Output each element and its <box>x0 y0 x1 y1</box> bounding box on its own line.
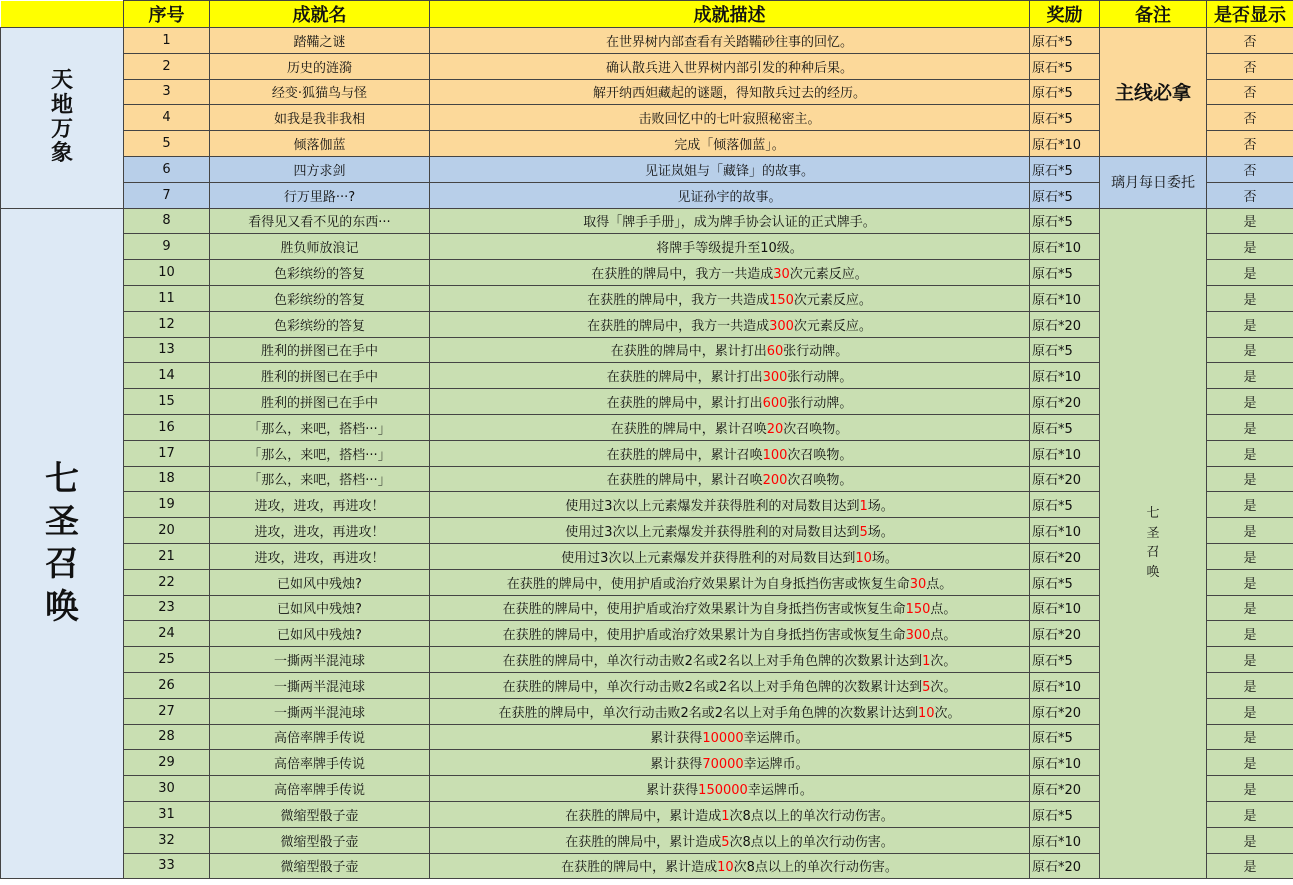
reward-cell: 原石*10 <box>1030 363 1100 389</box>
description-cell <box>430 260 1030 286</box>
name-cell: 踏鞴之谜 <box>210 28 430 54</box>
name-cell: 「那么，来吧，搭档···」 <box>210 466 430 492</box>
display-cell: 是 <box>1207 440 1293 466</box>
highlight-number: 100 <box>762 447 788 463</box>
index-cell: 11 <box>124 285 210 311</box>
description-text: 张行动牌。 <box>787 370 853 386</box>
name-cell: 微缩型骰子壶 <box>210 827 430 853</box>
display-cell: 是 <box>1207 518 1293 544</box>
index-cell: 32 <box>124 827 210 853</box>
display-cell: 是 <box>1207 776 1293 802</box>
display-cell: 否 <box>1207 156 1293 182</box>
description-cell <box>430 672 1030 698</box>
description-text: 累计获得 <box>650 731 703 747</box>
reward-cell: 原石*20 <box>1030 543 1100 569</box>
display-cell: 是 <box>1207 672 1293 698</box>
reward-cell: 原石*5 <box>1030 79 1100 105</box>
description-text: 在获胜的牌局中，累计打出 <box>606 370 763 386</box>
description-cell <box>430 647 1030 673</box>
highlight-number: 1 <box>922 654 931 670</box>
index-cell: 23 <box>124 595 210 621</box>
highlight-number: 5 <box>922 679 931 695</box>
display-cell: 是 <box>1207 311 1293 337</box>
table-row <box>1 311 1293 337</box>
description-text: 次。 <box>934 705 961 721</box>
name-cell: 胜利的拼图已在手中 <box>210 389 430 415</box>
highlight-number: 600 <box>762 396 788 412</box>
note-cell: 七 圣 召 唤 <box>1100 208 1207 879</box>
table-row <box>1 543 1293 569</box>
display-cell: 是 <box>1207 466 1293 492</box>
reward-cell: 原石*5 <box>1030 156 1100 182</box>
index-cell: 1 <box>124 28 210 54</box>
index-cell: 15 <box>124 389 210 415</box>
highlight-number: 300 <box>905 628 931 644</box>
name-cell: 一撕两半混沌球 <box>210 672 430 698</box>
table-row <box>1 492 1293 518</box>
description-cell <box>430 156 1030 182</box>
description-text: 次。 <box>930 654 957 670</box>
display-cell: 是 <box>1207 363 1293 389</box>
reward-cell: 原石*5 <box>1030 260 1100 286</box>
description-text: 次8点以上的单次行动伤害。 <box>733 860 898 876</box>
name-cell: 已如风中残烛? <box>210 621 430 647</box>
index-cell: 9 <box>124 234 210 260</box>
description-cell <box>430 389 1030 415</box>
reward-cell: 原石*10 <box>1030 234 1100 260</box>
highlight-number: 150 <box>905 602 931 618</box>
group-label: 七 圣 召 唤 <box>1 208 124 879</box>
name-cell: 「那么，来吧，搭档···」 <box>210 414 430 440</box>
name-cell: 胜负师放浪记 <box>210 234 430 260</box>
highlight-number: 1 <box>721 808 730 824</box>
index-cell: 20 <box>124 518 210 544</box>
display-cell: 是 <box>1207 801 1293 827</box>
name-cell: 已如风中残烛? <box>210 595 430 621</box>
description-cell <box>430 440 1030 466</box>
group-label: 天 地 万 象 <box>1 28 124 209</box>
display-cell: 是 <box>1207 647 1293 673</box>
display-cell: 是 <box>1207 698 1293 724</box>
description-cell <box>430 285 1030 311</box>
display-cell: 是 <box>1207 750 1293 776</box>
description-text: 累计获得 <box>646 783 699 798</box>
description-text: 张行动牌。 <box>783 344 849 360</box>
table-row <box>1 827 1293 853</box>
description-text: 在获胜的牌局中，使用护盾或治疗效果累计为自身抵挡伤害或恢复生命 <box>502 602 906 618</box>
description-cell <box>430 182 1030 208</box>
description-text: 幸运牌币。 <box>743 731 809 747</box>
highlight-number: 70000 <box>702 757 744 773</box>
table-row <box>1 724 1293 750</box>
description-cell <box>430 492 1030 518</box>
reward-cell: 原石*5 <box>1030 105 1100 131</box>
table-row <box>1 647 1293 673</box>
index-cell: 29 <box>124 750 210 776</box>
reward-cell: 原石*5 <box>1030 492 1100 518</box>
index-cell: 33 <box>124 853 210 879</box>
description-cell <box>430 543 1030 569</box>
name-cell: 胜利的拼图已在手中 <box>210 363 430 389</box>
table-row <box>1 285 1293 311</box>
description-cell <box>430 337 1030 363</box>
description-cell <box>430 208 1030 234</box>
header-row <box>1 1 1293 28</box>
description-cell <box>430 234 1030 260</box>
name-cell: 胜利的拼图已在手中 <box>210 337 430 363</box>
highlight-number: 10 <box>717 860 734 876</box>
display-cell: 否 <box>1207 28 1293 54</box>
reward-cell: 原石*5 <box>1030 337 1100 363</box>
description-cell <box>430 466 1030 492</box>
name-cell: 色彩缤纷的答复 <box>210 311 430 337</box>
table-row <box>1 53 1293 79</box>
description-cell <box>430 518 1030 544</box>
highlight-number: 150000 <box>698 783 748 798</box>
table-row <box>1 337 1293 363</box>
description-cell <box>430 801 1030 827</box>
note-cell: 主线必拿 <box>1100 28 1207 157</box>
table-row <box>1 208 1293 234</box>
index-cell: 24 <box>124 621 210 647</box>
highlight-number: 300 <box>762 370 788 386</box>
description-text: 在获胜的牌局中，单次行动击败2名或2名以上对手角色牌的次数累计达到 <box>498 705 918 721</box>
table-row <box>1 260 1293 286</box>
reward-cell: 原石*5 <box>1030 182 1100 208</box>
highlight-number: 150 <box>769 292 794 308</box>
table-row <box>1 466 1293 492</box>
name-cell: 高倍率牌手传说 <box>210 776 430 802</box>
description-text: 场。 <box>867 499 894 515</box>
index-cell: 30 <box>124 776 210 802</box>
reward-cell: 原石*20 <box>1030 621 1100 647</box>
index-cell: 26 <box>124 672 210 698</box>
description-text: 见证岚姐与「藏锋」的故事。 <box>644 163 814 179</box>
name-cell: 倾落伽蓝 <box>210 131 430 157</box>
name-cell: 历史的涟漪 <box>210 53 430 79</box>
name-cell: 高倍率牌手传说 <box>210 724 430 750</box>
description-cell <box>430 724 1030 750</box>
index-cell: 10 <box>124 260 210 286</box>
description-text: 次召唤物。 <box>787 447 853 463</box>
description-text: 在获胜的牌局中，累计造成 <box>561 860 718 876</box>
display-cell: 是 <box>1207 260 1293 286</box>
index-cell: 13 <box>124 337 210 363</box>
description-cell <box>430 621 1030 647</box>
table-row <box>1 595 1293 621</box>
description-text: 幸运牌币。 <box>743 757 809 773</box>
description-text: 使用过3次以上元素爆发并获得胜利的对局数目达到 <box>565 499 860 515</box>
name-cell: 已如风中残烛? <box>210 569 430 595</box>
name-cell: 经变·狐猫鸟与怪 <box>210 79 430 105</box>
description-text: 次元素反应。 <box>793 292 872 308</box>
description-cell <box>430 105 1030 131</box>
table-row <box>1 156 1293 182</box>
reward-cell: 原石*20 <box>1030 698 1100 724</box>
highlight-number: 10 <box>855 550 872 566</box>
display-cell: 是 <box>1207 724 1293 750</box>
description-text: 解开纳西妲藏起的谜题，得知散兵过去的经历。 <box>592 86 866 102</box>
header-name: 成就名 <box>210 1 430 28</box>
header-description: 成就描述 <box>430 1 1030 28</box>
description-text: 在获胜的牌局中，使用护盾或治疗效果累计为自身抵挡伤害或恢复生命 <box>502 628 906 644</box>
name-cell: 色彩缤纷的答复 <box>210 285 430 311</box>
name-cell: 微缩型骰子壶 <box>210 801 430 827</box>
description-cell <box>430 363 1030 389</box>
name-cell: 色彩缤纷的答复 <box>210 260 430 286</box>
description-cell <box>430 853 1030 879</box>
table-row <box>1 105 1293 131</box>
index-cell: 5 <box>124 131 210 157</box>
index-cell: 4 <box>124 105 210 131</box>
index-cell: 17 <box>124 440 210 466</box>
description-text: 场。 <box>867 525 894 541</box>
reward-cell: 原石*5 <box>1030 53 1100 79</box>
highlight-number: 10 <box>917 705 935 721</box>
reward-cell: 原石*5 <box>1030 724 1100 750</box>
index-cell: 25 <box>124 647 210 673</box>
highlight-number: 5 <box>859 525 868 541</box>
index-cell: 8 <box>124 208 210 234</box>
index-cell: 22 <box>124 569 210 595</box>
description-cell <box>430 131 1030 157</box>
table-row <box>1 518 1293 544</box>
table-row <box>1 182 1293 208</box>
display-cell: 是 <box>1207 595 1293 621</box>
description-cell <box>430 827 1030 853</box>
highlight-number: 200 <box>762 473 788 489</box>
highlight-number: 5 <box>721 834 730 850</box>
name-cell: 进攻，进攻，再进攻！ <box>210 543 430 569</box>
highlight-number: 30 <box>909 576 927 592</box>
description-text: 幸运牌币。 <box>747 783 813 798</box>
display-cell: 是 <box>1207 827 1293 853</box>
reward-cell: 原石*20 <box>1030 311 1100 337</box>
display-cell: 否 <box>1207 79 1293 105</box>
reward-cell: 原石*10 <box>1030 518 1100 544</box>
description-text: 在获胜的牌局中，累计召唤 <box>606 447 763 463</box>
index-cell: 6 <box>124 156 210 182</box>
display-cell: 是 <box>1207 285 1293 311</box>
description-cell <box>430 569 1030 595</box>
description-text: 取得「牌手手册」，成为牌手协会认证的正式牌手。 <box>583 215 876 231</box>
description-cell <box>430 79 1030 105</box>
display-cell: 是 <box>1207 234 1293 260</box>
reward-cell: 原石*5 <box>1030 569 1100 595</box>
description-text: 在获胜的牌局中，使用护盾或治疗效果累计为自身抵挡伤害或恢复生命 <box>506 576 910 592</box>
description-text: 在获胜的牌局中，累计造成 <box>565 834 722 850</box>
reward-cell: 原石*20 <box>1030 466 1100 492</box>
table-row <box>1 801 1293 827</box>
description-text: 次8点以上的单次行动伤害。 <box>729 808 894 824</box>
description-cell <box>430 53 1030 79</box>
description-text: 在获胜的牌局中，累计召唤 <box>606 473 763 489</box>
description-text: 次。 <box>930 679 957 695</box>
description-text: 完成「倾落伽蓝」。 <box>674 138 785 154</box>
description-text: 次8点以上的单次行动伤害。 <box>729 834 894 850</box>
name-cell: 一撕两半混沌球 <box>210 698 430 724</box>
display-cell: 是 <box>1207 569 1293 595</box>
reward-cell: 原石*10 <box>1030 440 1100 466</box>
reward-cell: 原石*10 <box>1030 285 1100 311</box>
display-cell: 是 <box>1207 389 1293 415</box>
description-text: 使用过3次以上元素爆发并获得胜利的对局数目达到 <box>565 525 860 541</box>
description-text: 在世界树内部查看有关踏鞴砂往事的回忆。 <box>605 34 853 50</box>
table-row <box>1 853 1293 879</box>
highlight-number: 300 <box>769 318 794 334</box>
display-cell: 是 <box>1207 543 1293 569</box>
name-cell: 进攻，进攻，再进攻！ <box>210 518 430 544</box>
table-row <box>1 363 1293 389</box>
reward-cell: 原石*20 <box>1030 389 1100 415</box>
description-cell <box>430 698 1030 724</box>
table-row <box>1 621 1293 647</box>
display-cell: 是 <box>1207 853 1293 879</box>
table-row <box>1 672 1293 698</box>
display-cell: 否 <box>1207 53 1293 79</box>
corner-cell <box>1 1 124 28</box>
description-cell <box>430 776 1030 802</box>
reward-cell: 原石*10 <box>1030 131 1100 157</box>
index-cell: 19 <box>124 492 210 518</box>
display-cell: 否 <box>1207 182 1293 208</box>
description-cell <box>430 414 1030 440</box>
reward-cell: 原石*20 <box>1030 853 1100 879</box>
display-cell: 否 <box>1207 131 1293 157</box>
display-cell: 是 <box>1207 414 1293 440</box>
highlight-number: 10000 <box>702 731 744 747</box>
index-cell: 21 <box>124 543 210 569</box>
description-cell <box>430 595 1030 621</box>
display-cell: 是 <box>1207 492 1293 518</box>
name-cell: 高倍率牌手传说 <box>210 750 430 776</box>
display-cell: 是 <box>1207 208 1293 234</box>
highlight-number: 30 <box>773 267 790 283</box>
reward-cell: 原石*10 <box>1030 672 1100 698</box>
header-index: 序号 <box>124 1 210 28</box>
description-cell <box>430 311 1030 337</box>
highlight-number: 20 <box>766 421 784 437</box>
index-cell: 28 <box>124 724 210 750</box>
note-cell: 璃月每日委托 <box>1100 156 1207 208</box>
index-cell: 2 <box>124 53 210 79</box>
index-cell: 7 <box>124 182 210 208</box>
name-cell: 微缩型骰子壶 <box>210 853 430 879</box>
reward-cell: 原石*10 <box>1030 827 1100 853</box>
description-text: 点。 <box>930 602 957 618</box>
description-text: 累计获得 <box>650 757 703 773</box>
reward-cell: 原石*20 <box>1030 776 1100 802</box>
table-row <box>1 79 1293 105</box>
description-text: 使用过3次以上元素爆发并获得胜利的对局数目达到 <box>561 550 856 566</box>
description-text: 点。 <box>926 576 953 592</box>
description-text: 次元素反应。 <box>789 267 868 283</box>
index-cell: 3 <box>124 79 210 105</box>
description-text: 张行动牌。 <box>787 396 853 412</box>
name-cell: 一撕两半混沌球 <box>210 647 430 673</box>
index-cell: 16 <box>124 414 210 440</box>
description-text: 确认散兵进入世界树内部引发的种种后果。 <box>605 60 853 76</box>
display-cell: 是 <box>1207 621 1293 647</box>
header-display: 是否显示 <box>1207 1 1293 28</box>
reward-cell: 原石*5 <box>1030 28 1100 54</box>
display-cell: 否 <box>1207 105 1293 131</box>
name-cell: 进攻，进攻，再进攻！ <box>210 492 430 518</box>
index-cell: 31 <box>124 801 210 827</box>
reward-cell: 原石*10 <box>1030 595 1100 621</box>
table-row <box>1 569 1293 595</box>
description-text: 见证孙宇的故事。 <box>677 189 782 205</box>
table-row <box>1 776 1293 802</box>
description-text: 在获胜的牌局中，单次行动击败2名或2名以上对手角色牌的次数累计达到 <box>502 654 923 670</box>
description-text: 在获胜的牌局中，单次行动击败2名或2名以上对手角色牌的次数累计达到 <box>502 679 923 695</box>
table-row <box>1 750 1293 776</box>
description-text: 次元素反应。 <box>793 318 872 334</box>
description-text: 在获胜的牌局中，我方一共造成 <box>587 292 770 308</box>
description-text: 在获胜的牌局中，累计打出 <box>610 344 767 360</box>
name-cell: 「那么，来吧，搭档···」 <box>210 440 430 466</box>
description-text: 场。 <box>871 550 898 566</box>
header-reward: 奖励 <box>1030 1 1100 28</box>
table-row <box>1 698 1293 724</box>
reward-cell: 原石*10 <box>1030 750 1100 776</box>
table-row <box>1 440 1293 466</box>
header-note: 备注 <box>1100 1 1207 28</box>
description-cell <box>430 28 1030 54</box>
description-text: 在获胜的牌局中，累计打出 <box>606 396 763 412</box>
table-row <box>1 131 1293 157</box>
index-cell: 18 <box>124 466 210 492</box>
reward-cell: 原石*5 <box>1030 208 1100 234</box>
description-text: 次召唤物。 <box>783 421 849 437</box>
description-text: 次召唤物。 <box>787 473 853 489</box>
description-text: 在获胜的牌局中，累计造成 <box>565 808 722 824</box>
description-text: 在获胜的牌局中，我方一共造成 <box>591 267 774 283</box>
index-cell: 27 <box>124 698 210 724</box>
table-row <box>1 28 1293 54</box>
description-cell <box>430 750 1030 776</box>
index-cell: 12 <box>124 311 210 337</box>
description-text: 将牌手等级提升至10级。 <box>656 241 803 257</box>
reward-cell: 原石*5 <box>1030 647 1100 673</box>
highlight-number: 1 <box>859 499 868 515</box>
reward-cell: 原石*5 <box>1030 414 1100 440</box>
table-row <box>1 234 1293 260</box>
name-cell: 四方求剑 <box>210 156 430 182</box>
description-text: 击败回忆中的七叶寂照秘密主。 <box>638 112 821 128</box>
table-row <box>1 389 1293 415</box>
table-row <box>1 414 1293 440</box>
name-cell: 如我是我非我相 <box>210 105 430 131</box>
reward-cell: 原石*5 <box>1030 801 1100 827</box>
description-text: 点。 <box>930 628 957 644</box>
description-text: 在获胜的牌局中，我方一共造成 <box>587 318 770 334</box>
name-cell: 行万里路···? <box>210 182 430 208</box>
highlight-number: 60 <box>766 344 784 360</box>
display-cell: 是 <box>1207 337 1293 363</box>
name-cell: 看得见又看不见的东西··· <box>210 208 430 234</box>
index-cell: 14 <box>124 363 210 389</box>
description-text: 在获胜的牌局中，累计召唤 <box>610 421 767 437</box>
